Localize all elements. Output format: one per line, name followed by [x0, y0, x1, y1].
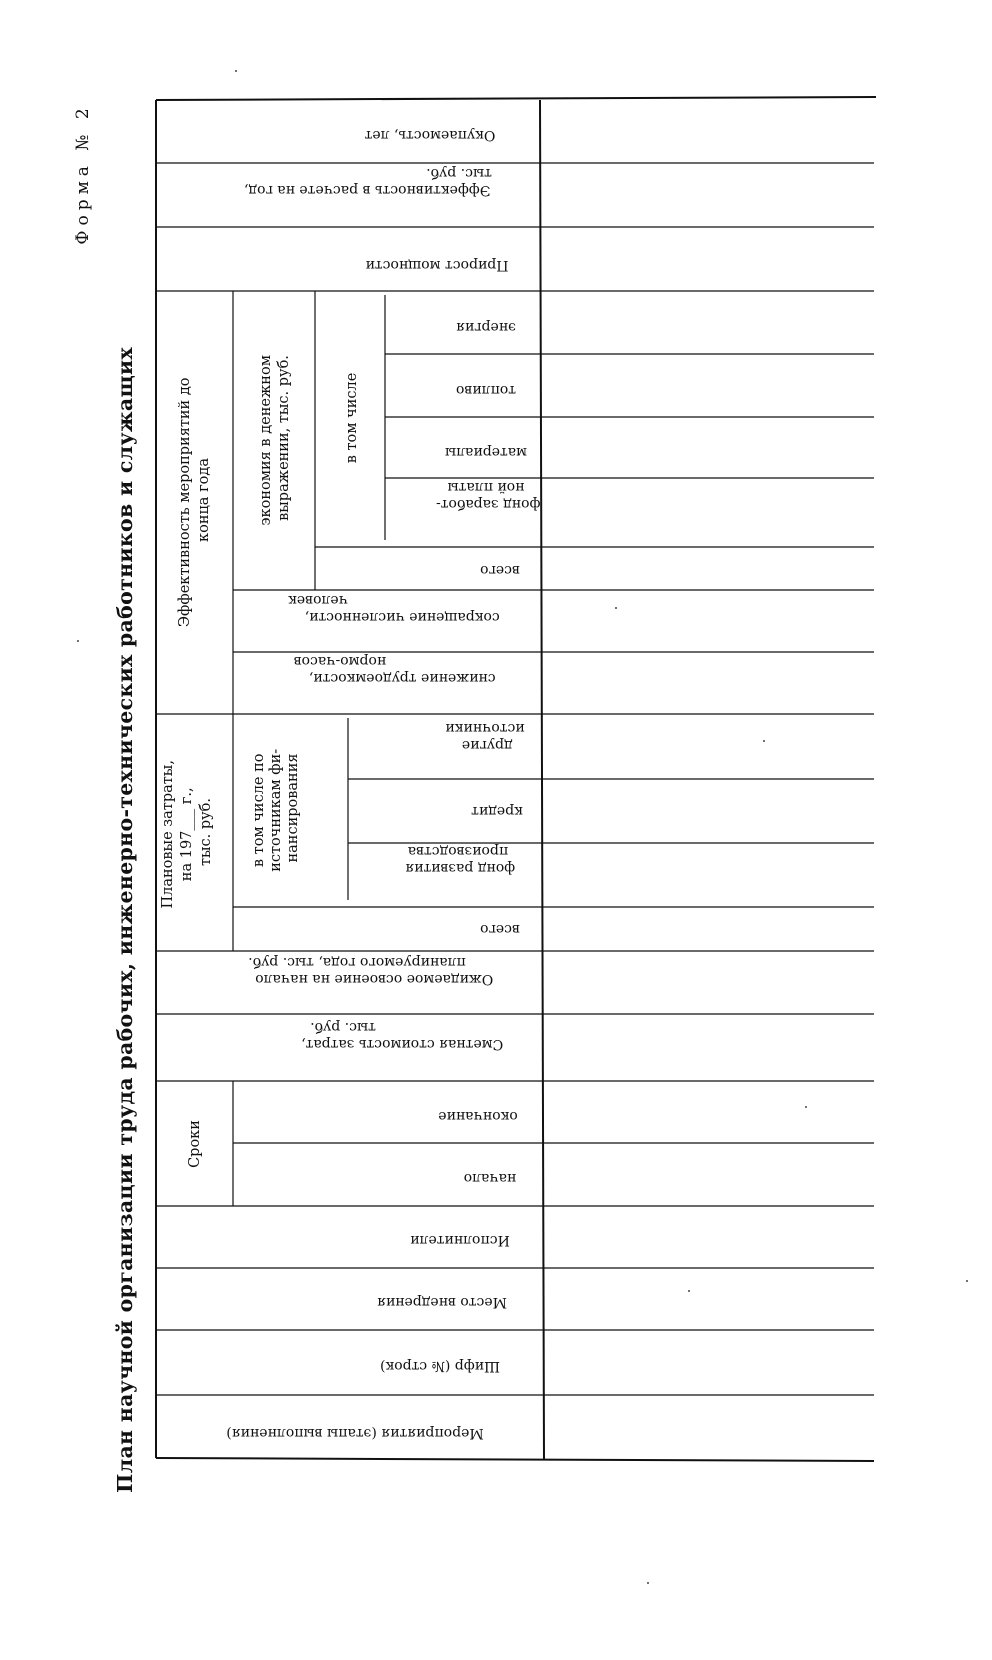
- sub-wage-fund: фонд заработ- ной платы: [436, 479, 541, 512]
- group-incl: в том числе: [344, 372, 360, 464]
- group-economy: экономия в денежном выражении, тыс. руб.: [258, 355, 292, 526]
- scan-speck: [647, 1582, 649, 1584]
- col-effect-year-l2: тыс. руб.: [426, 165, 492, 181]
- sub-headcount: сокращение численности, человек: [288, 592, 500, 625]
- col-code: Шифр (№ строк): [379, 1358, 501, 1374]
- scan-speck: [805, 1106, 807, 1108]
- group-sources: в том числе по источникам фи- нансирования: [251, 748, 301, 872]
- sub-end: окончание: [438, 1108, 518, 1124]
- scan-speck: [966, 1280, 968, 1282]
- group-planned-costs: Плановые затраты, на 197___ г., тыс. руб.: [160, 760, 214, 909]
- sub-other-sources: другие источники: [445, 720, 525, 753]
- col-executors: Исполнители: [410, 1232, 510, 1248]
- col-okupaemost: Окупаемость, лет: [364, 127, 496, 143]
- sub-fuel: топливо: [455, 382, 517, 398]
- scan-speck: [235, 70, 237, 72]
- sub-dividers: [233, 291, 874, 1206]
- scan-speck: [763, 740, 765, 742]
- sub-labor-intensity: снижение трудоемкости, нормо-часов: [293, 653, 496, 686]
- form-number: Форма № 2: [73, 103, 93, 245]
- scan-speck: [615, 607, 617, 609]
- group-terms: Сроки: [187, 1120, 203, 1168]
- sub-economy-total: всего: [480, 562, 520, 578]
- sub-start: начало: [463, 1170, 517, 1186]
- group-effectiveness: Эффективность мероприятий до конца года: [177, 377, 212, 628]
- sub-materials: материалы: [445, 444, 527, 460]
- col-measures: Мероприятия (этапы выполнения): [226, 1425, 484, 1441]
- col-effect-year: [240, 165, 492, 198]
- col-place: Место внедрения: [377, 1294, 507, 1310]
- frame-top: [156, 97, 876, 100]
- scan-speck: [688, 1290, 690, 1292]
- frame-bottom: [156, 1458, 874, 1461]
- col-estimate: Сметная стоимость затрат, тыс. руб.: [301, 1019, 504, 1052]
- sub-credit: кредит: [471, 803, 523, 819]
- col-effect-year-l1: Эффективность в расчете на год,: [243, 182, 491, 198]
- col-capacity: Прирост мощности: [365, 257, 509, 273]
- scan-speck: [77, 640, 79, 642]
- plan-title-text: План научной организации труда рабочих, инженерно-технических работников и служащих: [113, 347, 137, 1493]
- col-expected: Ожидаемое освоение на начало планируемого года, тыс. руб.: [248, 954, 494, 987]
- sub-energy: энергия: [456, 319, 516, 335]
- header-data-divider: [540, 100, 544, 1460]
- sub-dev-fund: фонд развития производства: [405, 843, 516, 876]
- sub-planned-total: всего: [480, 921, 520, 937]
